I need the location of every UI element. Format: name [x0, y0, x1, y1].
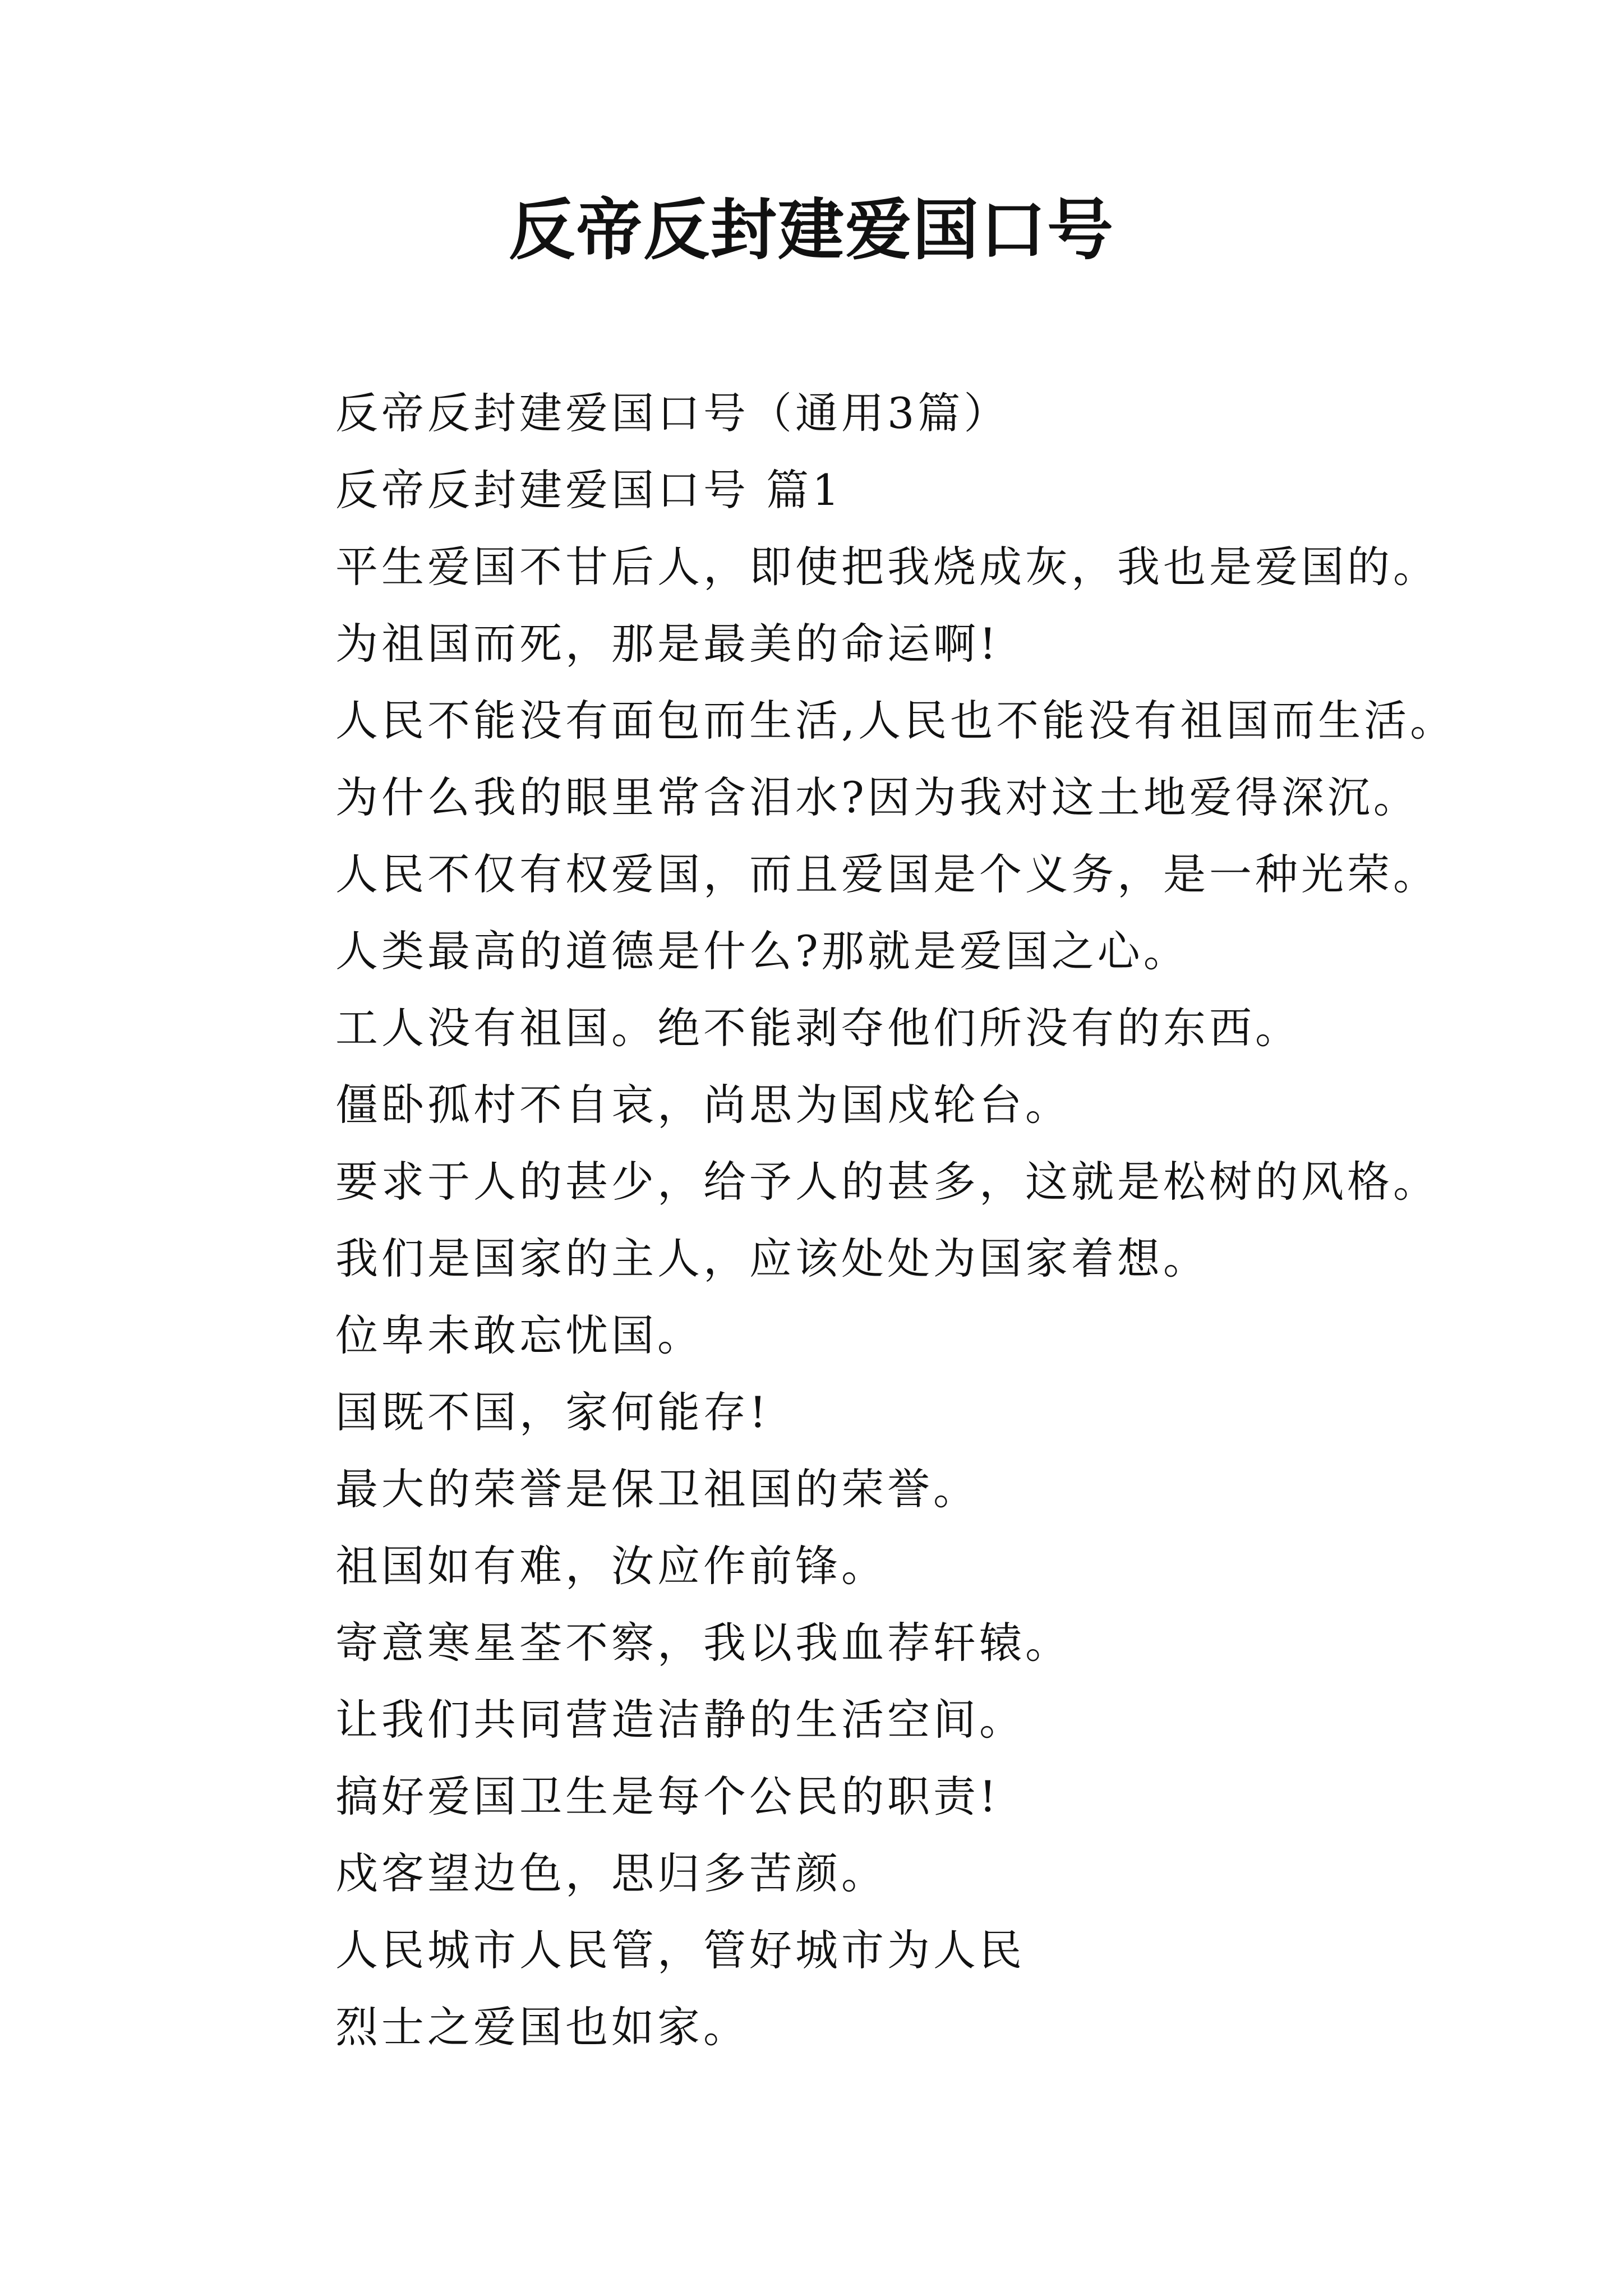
text-line: 反帝反封建爱国口号（通用3篇） — [335, 388, 1010, 438]
text-line: 人民不仅有权爱国，而且爱国是个义务，是一种光荣。 — [335, 849, 1439, 899]
document-body — [335, 375, 1502, 2065]
text-line: 僵卧孤村不自哀，尚思为国戍轮台。 — [335, 1080, 1071, 1130]
text-line: 人民城市人民管，管好城市为人民 — [335, 1925, 1025, 1975]
text-line: 反帝反封建爱国口号 篇1 — [335, 465, 843, 515]
text-line: 寄意寒星荃不察，我以我血荐轩辕。 — [335, 1618, 1071, 1668]
text-line: 人类最高的道德是什么?那就是爱国之心。 — [335, 926, 1189, 976]
text-line: 工人没有祖国。绝不能剥夺他们所没有的东西。 — [335, 1003, 1301, 1053]
document-title: 反帝反封建爱国口号 — [508, 191, 1114, 269]
text-line: 位卑未敢忘忧国。 — [335, 1310, 703, 1360]
text-line: 最大的荣誉是保卫祖国的荣誉。 — [335, 1464, 979, 1514]
text-line: 让我们共同营造洁静的生活空间。 — [335, 1695, 1025, 1745]
text-line: 戍客望边色，思归多苦颜。 — [335, 1848, 887, 1898]
text-line: 为什么我的眼里常含泪水?因为我对这土地爱得深沉。 — [335, 772, 1419, 822]
text-line: 为祖国而死，那是最美的命运啊! — [335, 619, 1000, 669]
text-line: 国既不国，家何能存! — [335, 1387, 770, 1437]
text-line: 祖国如有难，汝应作前锋。 — [335, 1541, 887, 1591]
text-line: 烈士之爱国也如家。 — [335, 2002, 749, 2052]
text-line: 人民不能没有面包而生活,人民也不能没有祖国而生活。 — [335, 696, 1456, 746]
text-line: 要求于人的甚少，给予人的甚多，这就是松树的风格。 — [335, 1157, 1439, 1207]
text-line: 搞好爱国卫生是每个公民的职责! — [335, 1772, 1000, 1821]
text-line: 平生爱国不甘后人，即使把我烧成灰，我也是爱国的。 — [335, 542, 1439, 592]
text-line: 我们是国家的主人，应该处处为国家着想。 — [335, 1234, 1209, 1283]
